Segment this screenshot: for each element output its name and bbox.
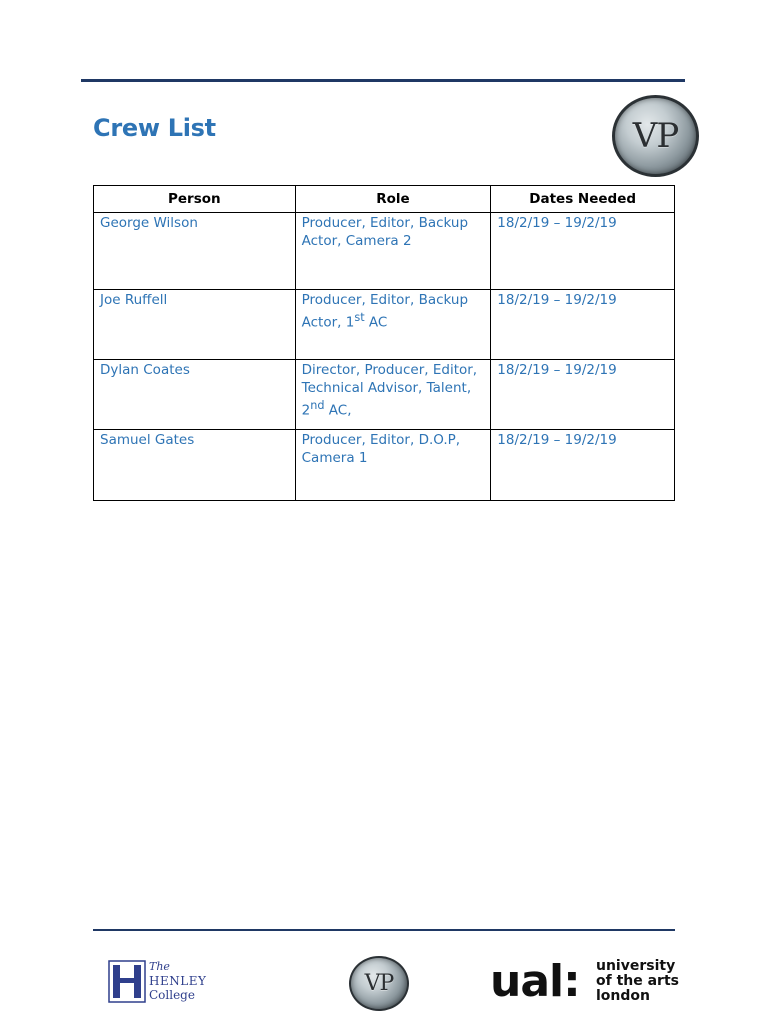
cell-role — [295, 360, 491, 430]
henley-college-logo — [108, 960, 208, 1004]
henley-the: The — [149, 960, 170, 973]
cell-dates: 18/2/19 – 19/2/19 — [491, 213, 675, 290]
ual-mark: ual: — [490, 956, 580, 1007]
header-person: Person — [94, 186, 296, 213]
cell-role: Producer, Editor, D.O.P, Camera 1 — [295, 430, 491, 501]
henley-college: College — [149, 988, 195, 1002]
ual-wordmark — [596, 959, 679, 1004]
header-role: Role — [295, 186, 491, 213]
role-text: Director, Producer, Editor, Technical Advisor, Talent, 2 — [301, 362, 478, 419]
ual-line-3: london — [596, 988, 650, 1004]
table-row — [94, 430, 675, 501]
role-superscript: nd — [310, 399, 325, 412]
page-title: Crew List — [93, 114, 216, 142]
table-row — [94, 213, 675, 290]
table-row — [94, 290, 675, 360]
header-rule — [81, 79, 685, 82]
cell-role: Producer, Editor, Backup Actor, Camera 2 — [295, 213, 491, 290]
cell-dates: 18/2/19 – 19/2/19 — [491, 360, 675, 430]
crew-table — [93, 185, 675, 501]
role-text-tail: AC, — [324, 402, 352, 419]
cell-dates: 18/2/19 – 19/2/19 — [491, 290, 675, 360]
ual-line-2: of the arts — [596, 973, 679, 989]
header-dates-needed: Dates Needed — [491, 186, 675, 213]
cell-person: Joe Ruffell — [94, 290, 296, 360]
table-header-row — [94, 186, 675, 213]
vp-footer-logo — [349, 956, 409, 1011]
cell-person: George Wilson — [94, 213, 296, 290]
henley-h-icon — [108, 960, 146, 1003]
cell-role — [295, 290, 491, 360]
role-text-tail: AC — [364, 314, 388, 331]
ual-logo — [490, 958, 680, 1008]
role-text: Producer, Editor, Backup Actor, 1 — [301, 292, 469, 331]
vp-logo-text: VP — [632, 116, 679, 156]
vp-footer-text: VP — [364, 971, 394, 996]
table-row — [94, 360, 675, 430]
footer-rule — [93, 929, 675, 931]
cell-dates: 18/2/19 – 19/2/19 — [491, 430, 675, 501]
cell-person: Samuel Gates — [94, 430, 296, 501]
vp-logo — [612, 95, 699, 177]
cell-person: Dylan Coates — [94, 360, 296, 430]
henley-wordmark — [149, 960, 206, 1002]
ual-line-1: university — [596, 958, 676, 974]
henley-name: HENLEY — [149, 974, 207, 988]
role-superscript: st — [354, 311, 365, 324]
